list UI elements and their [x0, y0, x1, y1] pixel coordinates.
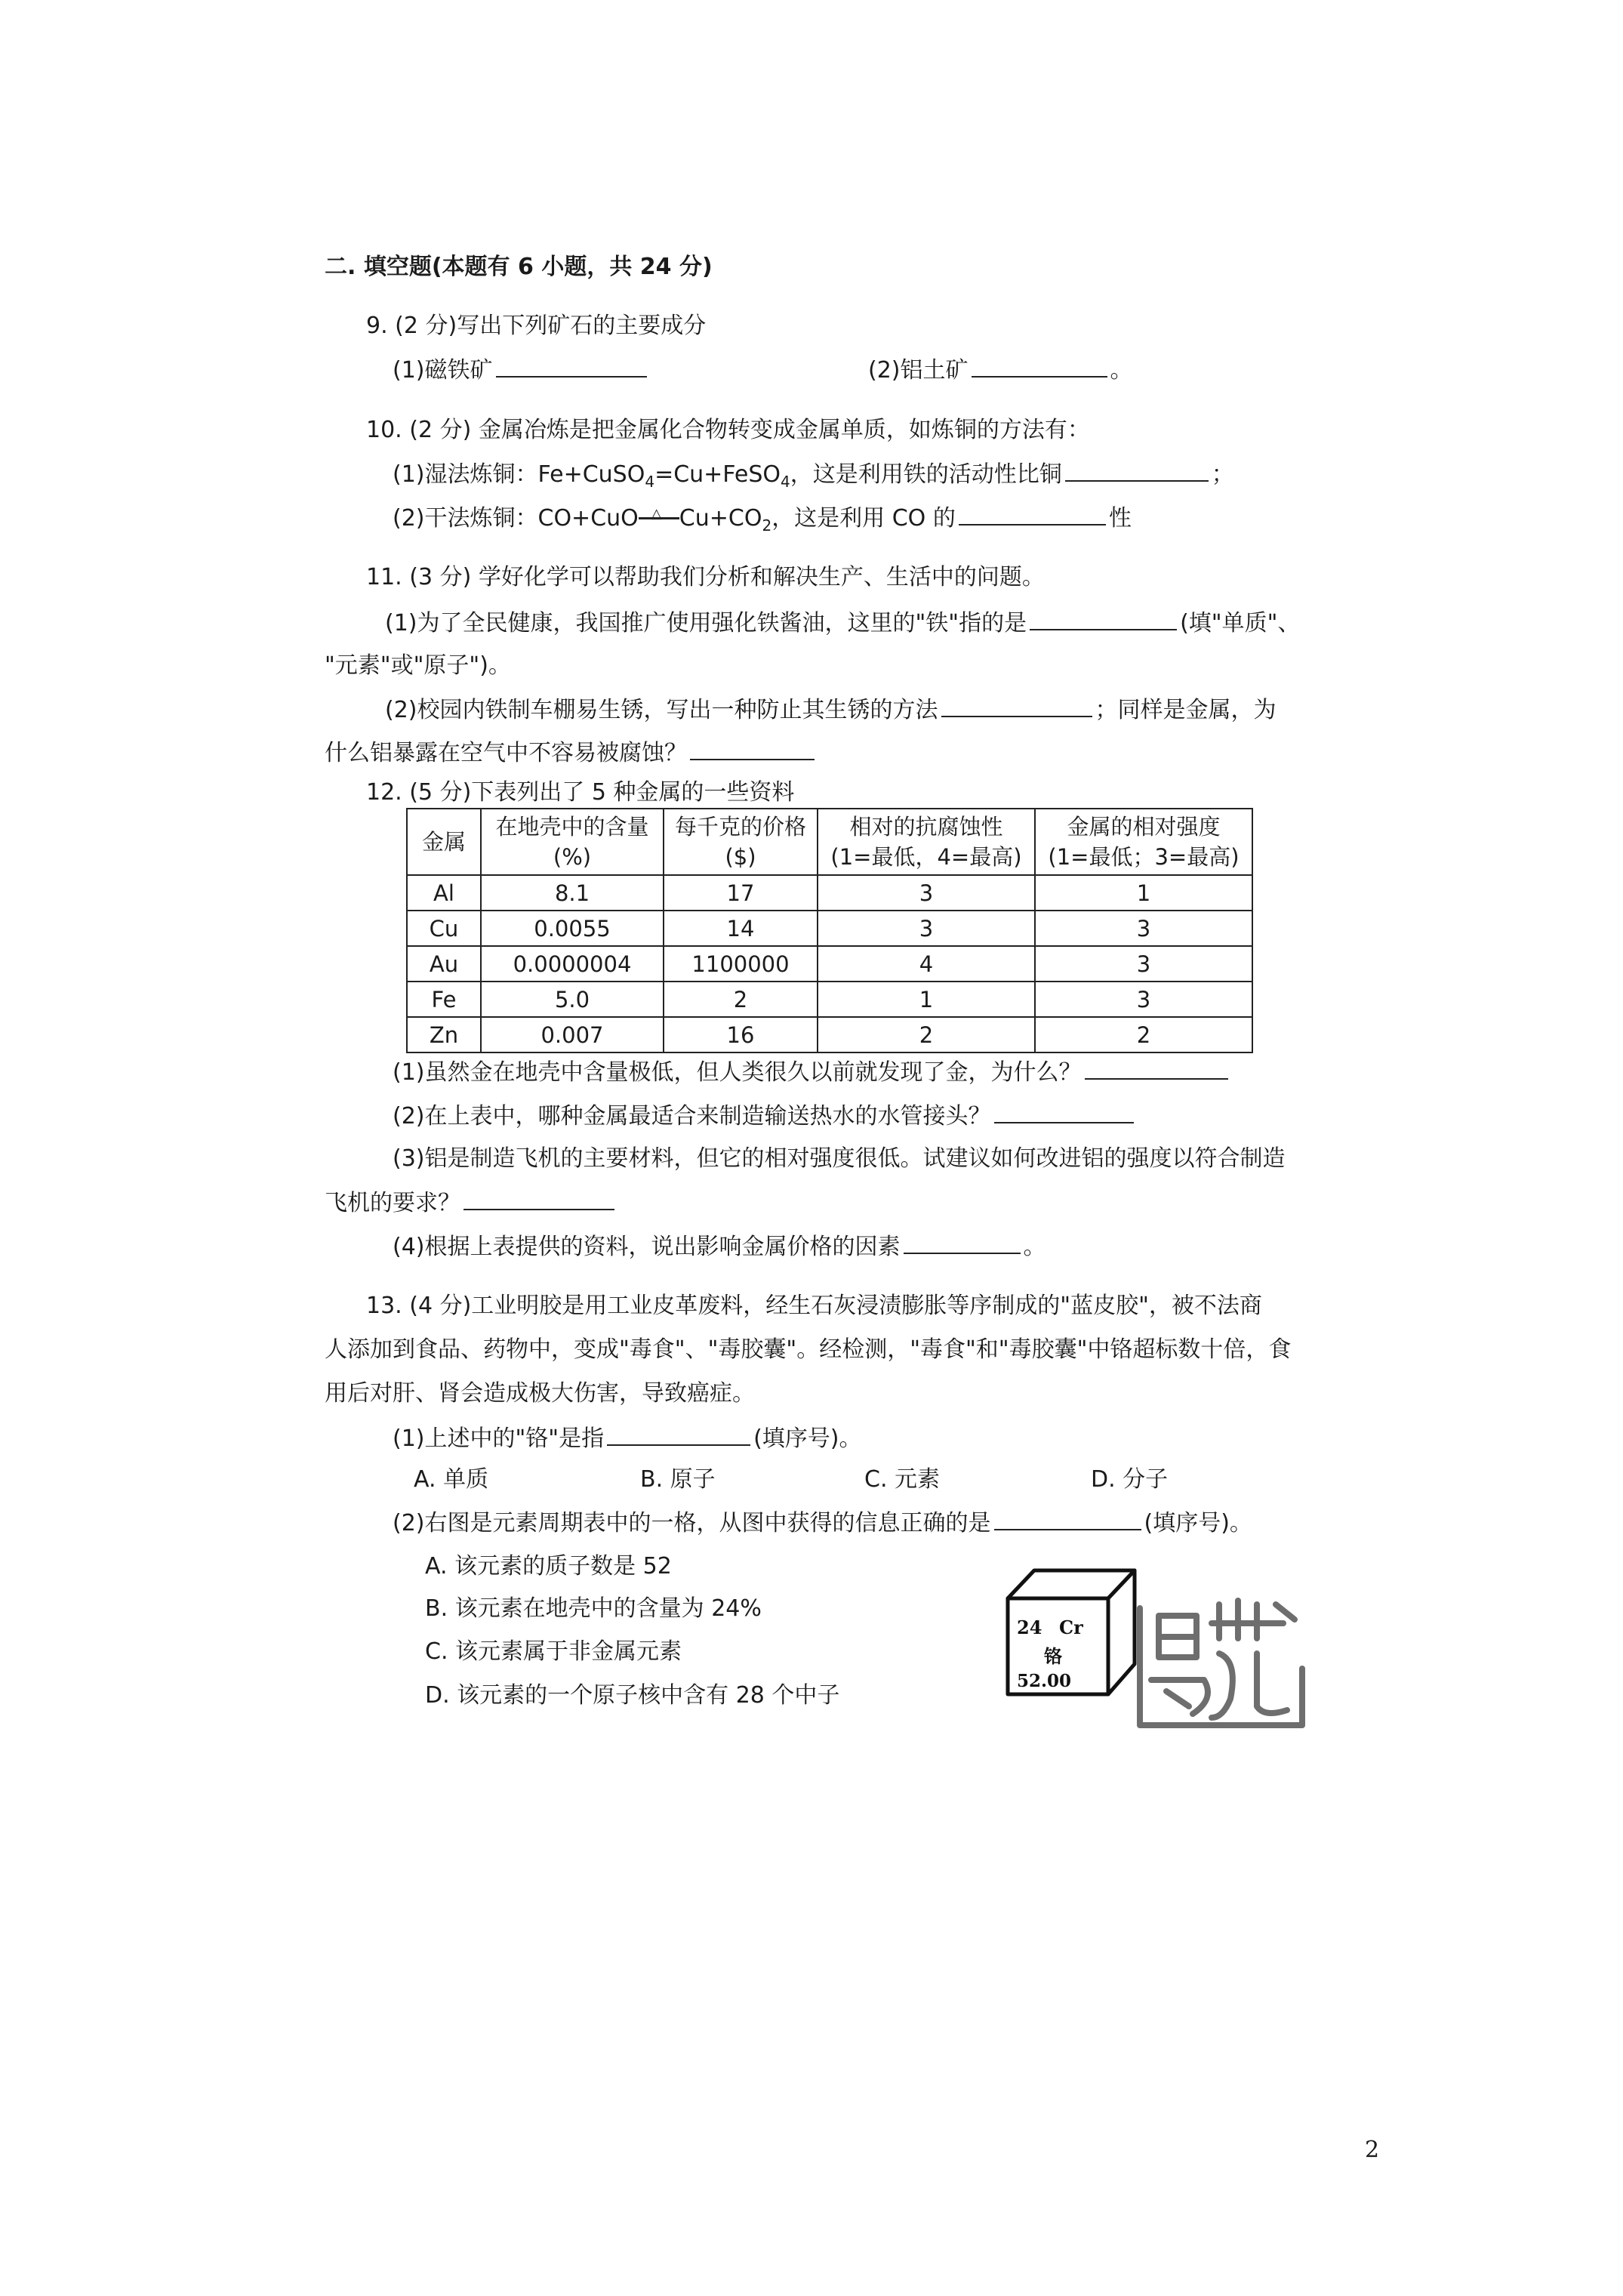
- q10-part1-a: (1)湿法炼铜：Fe+CuSO: [393, 461, 645, 488]
- heating-reaction-arrow: [639, 505, 679, 531]
- table-header-cell: 金属: [407, 809, 481, 875]
- table-header-row: [407, 809, 1252, 875]
- table-cell: 3: [818, 875, 1035, 911]
- heat-symbol: △: [651, 505, 662, 522]
- q13-option[interactable]: B. 该元素在地壳中的含量为 24%: [425, 1595, 762, 1622]
- q11-part1-a: (1)为了全民健康，我国推广使用强化铁酱油，这里的"铁"指的是: [385, 610, 1027, 636]
- q13-option[interactable]: C. 该元素属于非金属元素: [425, 1638, 682, 1665]
- table-cell: 16: [664, 1017, 818, 1052]
- table-header-cell: 金属的相对强度 (1=最低；3=最高): [1035, 809, 1252, 875]
- answer-blank[interactable]: [1030, 608, 1177, 630]
- q10-part1-b: =Cu+FeSO: [654, 461, 781, 488]
- q13-part1: [393, 1423, 862, 1454]
- q13-line2: 人添加到食品、药物中，变成"毒食"、"毒胶囊"。经检测，"毒食"和"毒胶囊"中铬超标数十倍，食: [325, 1336, 1292, 1363]
- table-cell: Al: [407, 875, 481, 911]
- answer-blank[interactable]: [607, 1423, 750, 1446]
- q13-part2-label: (2)右图是元素周期表中的一格，从图中获得的信息正确的是: [393, 1510, 991, 1536]
- q10-part2-c: ，这是利用 CO 的: [771, 505, 956, 532]
- q10-part1: [393, 459, 1234, 497]
- table-cell: 1: [818, 982, 1035, 1017]
- q9-part2-end: 。: [1110, 357, 1133, 384]
- q10-part2-b: Cu+CO: [679, 505, 762, 532]
- element-symbol: Cr: [1059, 1616, 1083, 1638]
- element-number: 24: [1017, 1616, 1042, 1638]
- subscript: 2: [762, 516, 772, 535]
- q12-part4: [393, 1231, 1046, 1262]
- q10-stem: 10. (2 分) 金属冶炼是把金属化合物转变成金属单质，如炼铜的方法有：: [366, 417, 1090, 443]
- answer-blank[interactable]: [994, 1101, 1134, 1123]
- answer-blank[interactable]: [1065, 459, 1209, 482]
- table-row: [407, 946, 1252, 982]
- answer-blank[interactable]: [463, 1188, 614, 1210]
- table-cell: 0.007: [481, 1017, 664, 1052]
- q11-part2-a: (2)校园内铁制车棚易生锈，写出一种防止其生锈的方法: [385, 697, 938, 723]
- q13-option[interactable]: B. 原子: [640, 1466, 716, 1493]
- q13-option[interactable]: A. 该元素的质子数是 52: [425, 1553, 672, 1579]
- table-cell: 3: [1035, 982, 1252, 1017]
- q13-option[interactable]: D. 分子: [1091, 1466, 1169, 1493]
- table-cell: 2: [1035, 1017, 1252, 1052]
- q12-stem: 12. (5 分)下表列出了 5 种金属的一些资料: [366, 779, 795, 806]
- table-cell: 1100000: [664, 946, 818, 982]
- q12-part3-b: 飞机的要求？: [325, 1190, 460, 1216]
- table-cell: 3: [1035, 911, 1252, 946]
- element-mass: 52.00: [1017, 1671, 1072, 1691]
- table-row: [407, 875, 1252, 911]
- q12-part1-label: (1)虽然金在地壳中含量极低，但人类很久以前就发现了金，为什么？: [393, 1059, 1082, 1086]
- q10-part1-c: ，这是利用铁的活动性比铜: [790, 461, 1062, 488]
- q10-part2-a: (2)干法炼铜：CO+CuO: [393, 505, 639, 532]
- table-cell: 3: [818, 911, 1035, 946]
- answer-blank[interactable]: [690, 738, 815, 760]
- q11-part2-cont: [325, 738, 818, 769]
- table-row: [407, 1017, 1252, 1052]
- q12-part4-end: 。: [1023, 1234, 1046, 1260]
- seal-stamp-logo: [1125, 1586, 1313, 1744]
- q12-part3-cont: [325, 1188, 617, 1219]
- metal-data-table: [406, 808, 1253, 1053]
- page-number: 2: [1365, 2137, 1380, 2163]
- q13-line3: 用后对肝、肾会造成极大伤害，导致癌症。: [325, 1380, 755, 1407]
- q13-part2: [393, 1508, 1252, 1539]
- table-cell: 2: [818, 1017, 1035, 1052]
- subscript: 4: [781, 473, 790, 491]
- q9-part2: [868, 355, 1133, 386]
- table-cell: Au: [407, 946, 481, 982]
- answer-blank[interactable]: [1085, 1057, 1228, 1080]
- q10-part1-end: ；: [1211, 461, 1234, 488]
- q11-part2-b: ；同样是金属，为: [1095, 697, 1277, 723]
- table-header-cell: 每千克的价格 ($): [664, 809, 818, 875]
- q13-part2-end: (填序号)。: [1144, 1510, 1252, 1536]
- q13-part1-label: (1)上述中的"铬"是指: [393, 1425, 605, 1452]
- table-cell: 1: [1035, 875, 1252, 911]
- q9-part1: [393, 355, 650, 386]
- subscript: 4: [645, 473, 655, 491]
- q9-stem: 9. (2 分)写出下列矿石的主要成分: [366, 313, 707, 339]
- table-cell: 0.0055: [481, 911, 664, 946]
- answer-blank[interactable]: [972, 355, 1107, 378]
- table-row: [407, 911, 1252, 946]
- q12-part1: [393, 1057, 1231, 1088]
- q11-part2: [385, 695, 1277, 726]
- table-cell: Fe: [407, 982, 481, 1017]
- table-cell: 0.0000004: [481, 946, 664, 982]
- q12-part2: [393, 1101, 1137, 1132]
- table-cell: Cu: [407, 911, 481, 946]
- q12-part2-label: (2)在上表中，哪种金属最适合来制造输送热水的水管接头？: [393, 1103, 991, 1130]
- answer-blank[interactable]: [959, 503, 1106, 525]
- table-cell: 2: [664, 982, 818, 1017]
- table-header-cell: 在地壳中的含量 (%): [481, 809, 664, 875]
- table-cell: 5.0: [481, 982, 664, 1017]
- table-cell: 4: [818, 946, 1035, 982]
- answer-blank[interactable]: [496, 355, 647, 378]
- q9-part2-label: (2)铝土矿: [868, 357, 969, 384]
- q12-part3: (3)铝是制造飞机的主要材料，但它的相对强度很低。试建议如何改进铝的强度以符合制造: [393, 1145, 1286, 1172]
- q13-line1: 13. (4 分)工业明胶是用工业皮革废料，经生石灰浸渍膨胀等序制成的"蓝皮胶"，被不法商: [366, 1293, 1262, 1319]
- periodic-table-cell-cube: [1000, 1564, 1140, 1704]
- answer-blank[interactable]: [904, 1231, 1021, 1254]
- element-name: 铬: [1044, 1646, 1062, 1667]
- section-title: 二. 填空题(本题有 6 小题，共 24 分): [325, 254, 713, 280]
- q13-option[interactable]: C. 元素: [864, 1466, 941, 1493]
- q13-option[interactable]: A. 单质: [414, 1466, 489, 1493]
- q11-part1-cont: "元素"或"原子")。: [325, 652, 511, 679]
- q13-option[interactable]: D. 该元素的一个原子核中含有 28 个中子: [425, 1682, 840, 1709]
- q12-part4-label: (4)根据上表提供的资料，说出影响金属价格的因素: [393, 1234, 901, 1260]
- q11-part2-c: 什么铝暴露在空气中不容易被腐蚀？: [325, 740, 687, 766]
- q11-stem: 11. (3 分) 学好化学可以帮助我们分析和解决生产、生活中的问题。: [366, 564, 1045, 590]
- answer-blank[interactable]: [994, 1508, 1141, 1530]
- answer-blank[interactable]: [941, 695, 1092, 717]
- table-cell: Zn: [407, 1017, 481, 1052]
- table-cell: 3: [1035, 946, 1252, 982]
- table-cell: 8.1: [481, 875, 664, 911]
- table-row: [407, 982, 1252, 1017]
- q10-part2: [393, 503, 1132, 541]
- q9-part1-label: (1)磁铁矿: [393, 357, 493, 384]
- q11-part1-b: (填"单质"、: [1180, 610, 1301, 636]
- q10-part2-end: 性: [1108, 505, 1132, 532]
- q13-part1-end: (填序号)。: [753, 1425, 862, 1452]
- table-header-cell: 相对的抗腐蚀性 (1=最低，4=最高): [818, 809, 1035, 875]
- table-cell: 14: [664, 911, 818, 946]
- table-cell: 17: [664, 875, 818, 911]
- q11-part1: [385, 608, 1300, 639]
